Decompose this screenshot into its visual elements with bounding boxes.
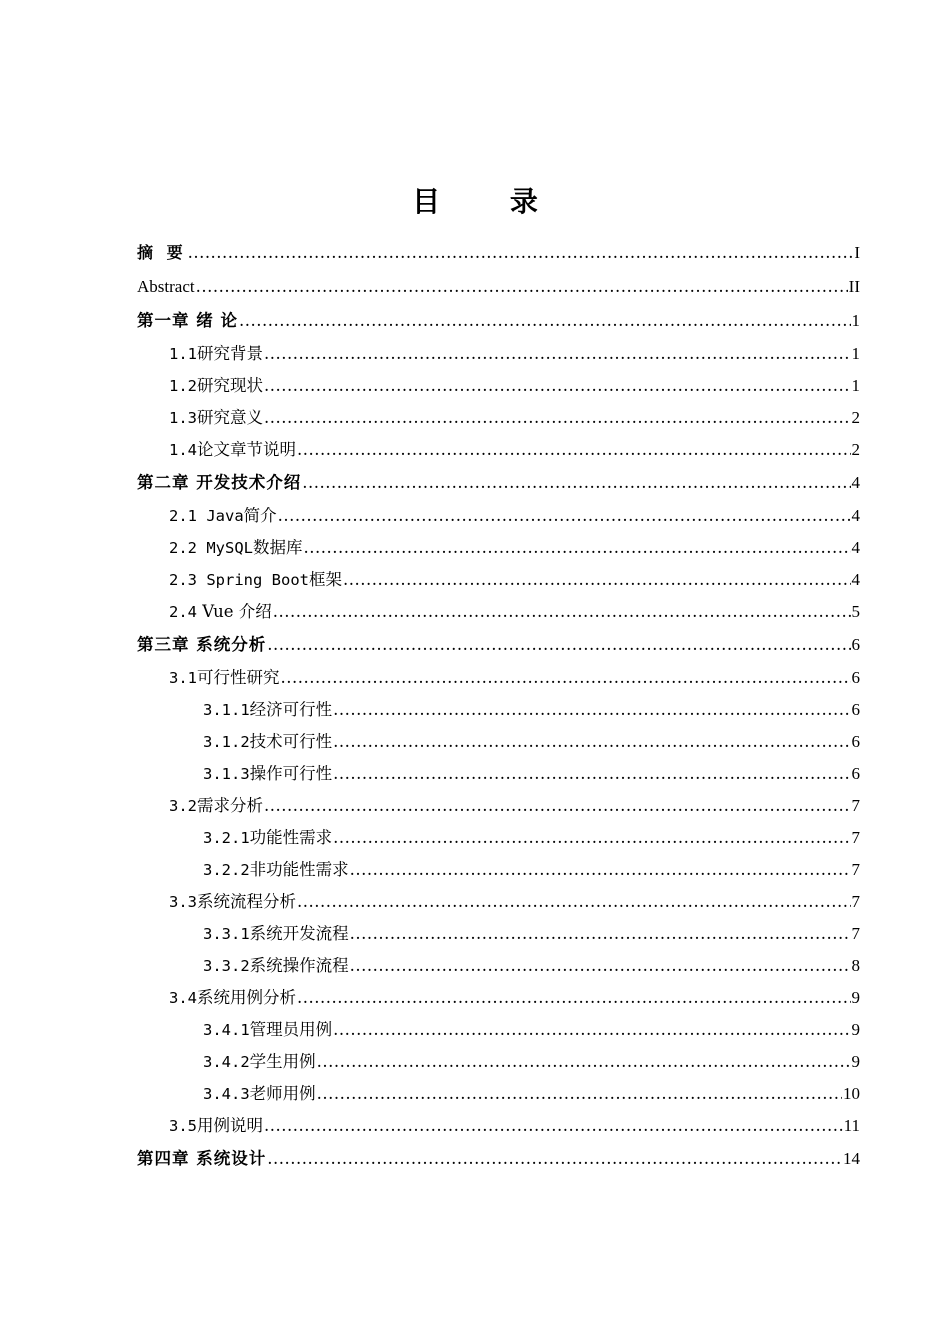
- section-title: 需求分析: [197, 796, 263, 815]
- toc-entry-section[interactable]: [137, 434, 860, 466]
- toc-label: [169, 402, 263, 434]
- dot-leader: [317, 1078, 842, 1110]
- section-title: 系统开发流程: [249, 924, 349, 943]
- toc-entry-subsection[interactable]: [137, 918, 860, 950]
- toc-entry-section[interactable]: [137, 1110, 860, 1142]
- section-number: 3.2.1: [203, 829, 250, 847]
- toc-label: [203, 726, 332, 758]
- toc-entry-section[interactable]: [137, 596, 860, 628]
- dot-leader: [333, 694, 850, 726]
- toc-entry-subsection[interactable]: [137, 726, 860, 758]
- dot-leader: [196, 270, 848, 304]
- toc-page-number: 4: [851, 506, 860, 525]
- toc-page-number: 2: [851, 408, 860, 427]
- toc-page-number: 10: [843, 1084, 860, 1103]
- toc-label: [169, 434, 296, 466]
- toc-entry-chapter-1[interactable]: [137, 304, 860, 338]
- toc-page-number: I: [854, 243, 860, 262]
- toc-page-number: 6: [851, 764, 860, 783]
- section-title: 研究意义: [197, 408, 263, 427]
- table-of-contents: [137, 236, 860, 1176]
- toc-page-number: 1: [851, 311, 860, 330]
- toc-page-number: 7: [851, 924, 860, 943]
- toc-page-number: 14: [843, 1149, 860, 1168]
- section-number: 3.1.2: [203, 733, 250, 751]
- toc-label: [169, 886, 296, 918]
- toc-page-number: 5: [851, 602, 860, 621]
- dot-leader: [278, 500, 851, 532]
- toc-page-number: 7: [851, 828, 860, 847]
- dot-leader: [350, 950, 851, 982]
- toc-entry-section[interactable]: [137, 886, 860, 918]
- section-title: 框架: [308, 570, 342, 589]
- section-number: 2.2 MySQL: [169, 539, 253, 557]
- section-title: 可行性研究: [197, 668, 280, 687]
- dot-leader: [333, 1014, 850, 1046]
- dot-leader: [239, 304, 851, 338]
- toc-label: [169, 338, 263, 370]
- section-title: 系统流程分析: [197, 892, 296, 911]
- section-number: 3.2: [169, 797, 197, 815]
- toc-entry-subsection[interactable]: [137, 822, 860, 854]
- toc-entry-abstract-en[interactable]: [137, 270, 860, 304]
- toc-label: [169, 982, 296, 1014]
- toc-label: [203, 950, 349, 982]
- dot-leader: [297, 886, 851, 918]
- toc-entry-section[interactable]: [137, 338, 860, 370]
- dot-leader: [264, 790, 851, 822]
- section-number: 3.4.1: [203, 1021, 250, 1039]
- section-title: 用例说明: [197, 1116, 263, 1135]
- toc-entry-section[interactable]: [137, 532, 860, 564]
- toc-page-number: II: [848, 277, 860, 296]
- toc-page-number: 2: [851, 440, 860, 459]
- toc-label: [203, 1078, 316, 1110]
- toc-page-number: 9: [851, 988, 860, 1007]
- toc-label: [203, 1014, 332, 1046]
- toc-label: [169, 1110, 263, 1142]
- section-number: 1.4: [169, 441, 197, 459]
- toc-label: [203, 1046, 316, 1078]
- toc-label: Abstract: [137, 277, 195, 296]
- section-title: 操作可行性: [249, 764, 333, 783]
- dot-leader: [273, 596, 851, 628]
- dot-leader: [343, 564, 851, 596]
- toc-label: [169, 662, 280, 694]
- dot-leader: [333, 822, 850, 854]
- toc-entry-subsection[interactable]: [137, 1078, 860, 1110]
- toc-entry-subsection[interactable]: [137, 758, 860, 790]
- toc-page-number: 7: [851, 796, 860, 815]
- toc-label: [169, 532, 303, 564]
- section-number: 3.4: [169, 989, 197, 1007]
- section-number: 3.1.1: [203, 701, 250, 719]
- section-number: 3.1: [169, 669, 197, 687]
- section-title: 技术可行性: [249, 732, 333, 751]
- toc-page-number: 6: [851, 635, 860, 654]
- section-title: 经济可行性: [249, 700, 333, 719]
- toc-entry-subsection[interactable]: [137, 1014, 860, 1046]
- dot-leader: [297, 982, 851, 1014]
- toc-page-number: 4: [851, 538, 860, 557]
- section-title: 管理员用例: [249, 1020, 333, 1039]
- toc-entry-chapter-4[interactable]: [137, 1142, 860, 1176]
- toc-entry-subsection[interactable]: [137, 694, 860, 726]
- toc-page-number: 4: [851, 570, 860, 589]
- section-number: 3.5: [169, 1117, 197, 1135]
- section-title: 非功能性需求: [249, 860, 349, 879]
- toc-page-number: 11: [843, 1116, 860, 1135]
- dot-leader: [188, 236, 854, 270]
- dot-leader: [264, 370, 851, 402]
- toc-label: 第二章 开发技术介绍: [137, 473, 302, 492]
- dot-leader: [302, 466, 850, 500]
- section-number: 3.1.3: [203, 765, 250, 783]
- section-number: 3.4.3: [203, 1085, 250, 1103]
- toc-entry-section[interactable]: [137, 402, 860, 434]
- section-number: 3.2.2: [203, 861, 250, 879]
- section-number: 2.3 Spring Boot: [169, 571, 309, 589]
- section-number: 3.4.2: [203, 1053, 250, 1071]
- dot-leader: [281, 662, 851, 694]
- toc-entry-subsection[interactable]: [137, 854, 860, 886]
- section-title: 系统用例分析: [197, 988, 296, 1007]
- section-number: 3.3.1: [203, 925, 250, 943]
- toc-label: [169, 500, 277, 532]
- dot-leader: [264, 402, 851, 434]
- toc-entry-section[interactable]: [137, 564, 860, 596]
- toc-label: [169, 564, 342, 596]
- dot-leader: [264, 1110, 843, 1142]
- dot-leader: [317, 1046, 851, 1078]
- section-title: 简介: [243, 506, 277, 525]
- section-title: 数据库: [253, 538, 303, 557]
- section-title: 学生用例: [249, 1052, 316, 1071]
- toc-label: [203, 758, 332, 790]
- toc-label: 第三章 系统分析: [137, 635, 267, 654]
- section-title: 系统操作流程: [249, 956, 349, 975]
- toc-page-number: 1: [851, 344, 860, 363]
- toc-page-number: 9: [851, 1020, 860, 1039]
- section-number: 2.4: [169, 603, 197, 621]
- toc-entry-chapter-3[interactable]: [137, 628, 860, 662]
- toc-page-number: 6: [851, 700, 860, 719]
- dot-leader: [297, 434, 851, 466]
- dot-leader: [350, 918, 851, 950]
- dot-leader: [267, 1142, 842, 1176]
- section-number: 1.3: [169, 409, 197, 427]
- toc-entry-subsection[interactable]: [137, 950, 860, 982]
- toc-entry-chapter-2[interactable]: [137, 466, 860, 500]
- section-number: 3.3.2: [203, 957, 250, 975]
- section-number: 3.3: [169, 893, 197, 911]
- dot-leader: [333, 758, 850, 790]
- toc-label: [203, 694, 332, 726]
- section-title: 论文章节说明: [197, 440, 296, 459]
- toc-entry-section[interactable]: [137, 982, 860, 1014]
- page-title: 目 录: [412, 185, 568, 218]
- toc-page-number: 1: [851, 376, 860, 395]
- dot-leader: [350, 854, 851, 886]
- toc-entry-section[interactable]: [137, 790, 860, 822]
- toc-page-number: 8: [851, 956, 860, 975]
- toc-page-number: 6: [851, 732, 860, 751]
- toc-page-number: 7: [851, 860, 860, 879]
- toc-label: [169, 596, 272, 628]
- section-number: 1.2: [169, 377, 197, 395]
- toc-entry-section[interactable]: [137, 662, 860, 694]
- dot-leader: [304, 532, 851, 564]
- toc-entry-section[interactable]: [137, 500, 860, 532]
- toc-page-number: 6: [851, 668, 860, 687]
- section-title: 研究现状: [197, 376, 263, 395]
- toc-label: [169, 370, 263, 402]
- toc-entry-abstract-cn[interactable]: [137, 236, 860, 270]
- section-number: 1.1: [169, 345, 197, 363]
- toc-page-number: 4: [851, 473, 860, 492]
- toc-label: 摘 要: [137, 243, 187, 262]
- toc-entry-section[interactable]: [137, 370, 860, 402]
- dot-leader: [264, 338, 851, 370]
- toc-label: [203, 822, 332, 854]
- dot-leader: [267, 628, 850, 662]
- toc-label: [203, 854, 349, 886]
- toc-label: [169, 790, 263, 822]
- toc-page-number: 9: [851, 1052, 860, 1071]
- section-title: 功能性需求: [249, 828, 333, 847]
- toc-entry-subsection[interactable]: [137, 1046, 860, 1078]
- section-title: Vue 介绍: [202, 602, 272, 621]
- toc-label: [203, 918, 349, 950]
- section-number: 2.1 Java: [169, 507, 244, 525]
- section-title: 老师用例: [249, 1084, 316, 1103]
- section-title: 研究背景: [197, 344, 263, 363]
- dot-leader: [333, 726, 850, 758]
- toc-page-number: 7: [851, 892, 860, 911]
- toc-label: 第四章 系统设计: [137, 1149, 267, 1168]
- toc-label: 第一章 绪 论: [137, 311, 238, 330]
